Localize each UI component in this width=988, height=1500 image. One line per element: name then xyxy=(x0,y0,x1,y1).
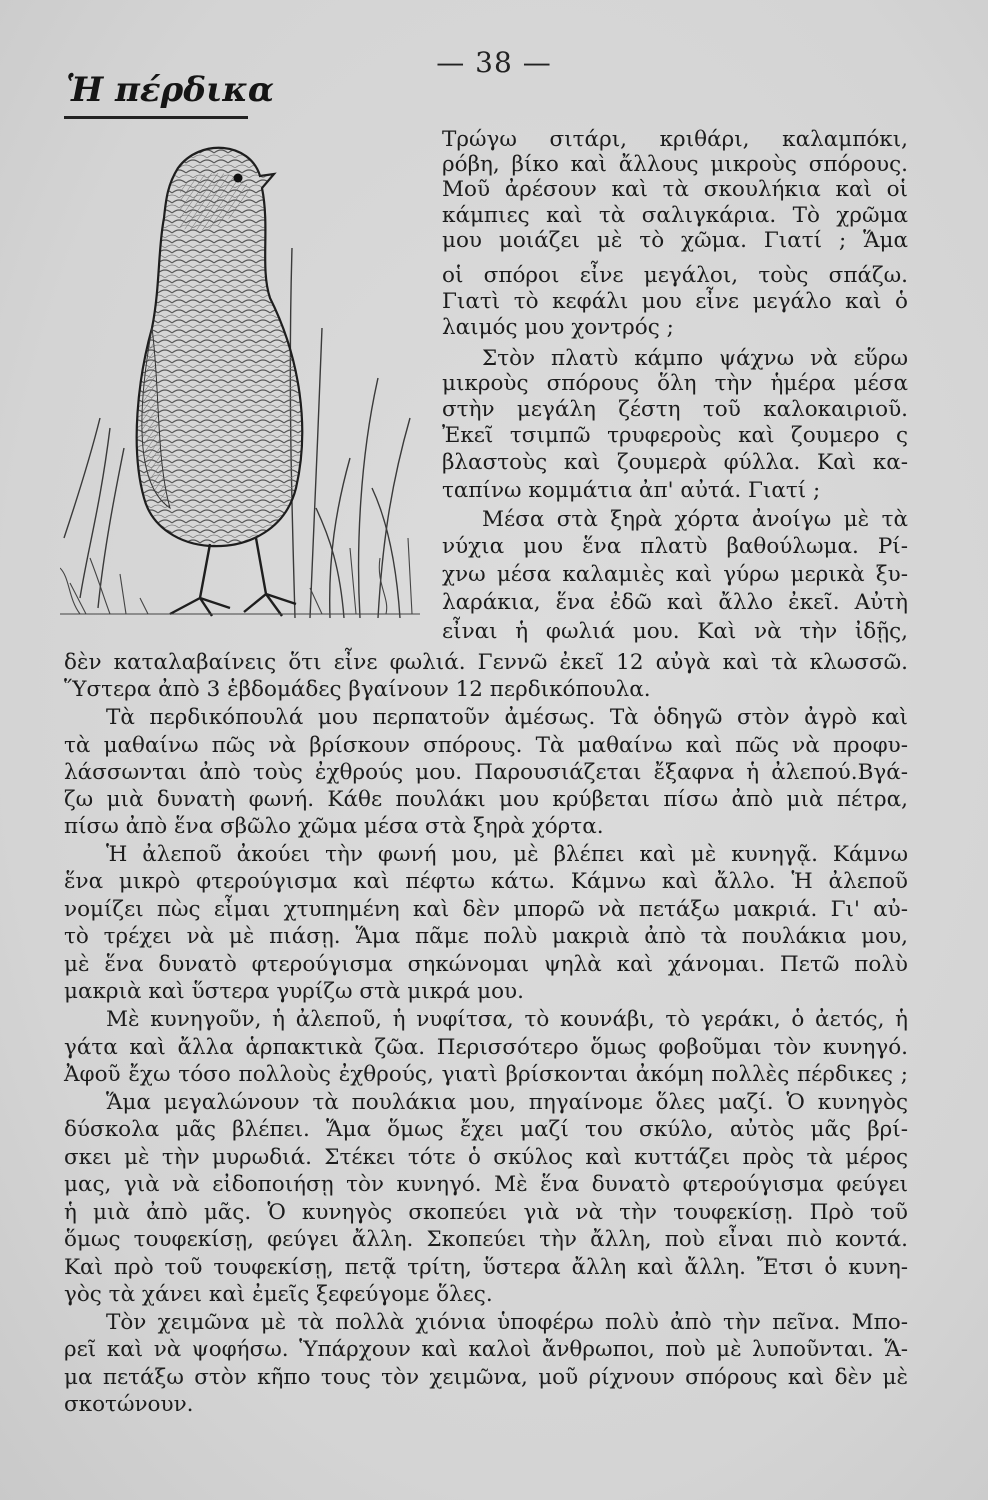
text-line: χνω μέσα καλαμιὲς καὶ γύρω μερικὰ ξυ- xyxy=(442,562,908,587)
text-line: ρεῖ καὶ νὰ ψοφήσω. Ὑπάρχουν καὶ καλοὶ ἄνθρωποι, ποὺ μὲ λυποῦνται. Ἅ- xyxy=(64,1337,908,1362)
text-line: Τὰ περδικόπουλά μου περπατοῦν ἀμέσως. Τὰ ὁδηγῶ στὸν ἀγρὸ καὶ xyxy=(106,705,908,730)
text-line: Ἡ ἀλεποῦ ἀκούει τὴν φωνή μου, μὲ βλέπει καὶ μὲ κυνηγᾷ. Κάμνω xyxy=(106,842,908,867)
text-line: Ὕστερα ἀπὸ 3 ἑβδομάδες βγαίνουν 12 περδικόπουλα. xyxy=(64,677,651,702)
text-line: μα πετάξω στὸν κῆπο τους τὸν χειμῶνα, μοῦ ρίχνουν σπόρους καὶ δὲν μὲ xyxy=(64,1365,908,1390)
text-line: μας, γιὰ νὰ εἰδοποιήσῃ τὸν κυνηγό. Μὲ ἕνα δυνατὸ φτερούγισμα φεύγει xyxy=(64,1172,908,1197)
text-line: λαιμός μου χοντρός ; xyxy=(442,315,674,340)
text-line: νομίζει πὼς εἶμαι χτυπημένη καὶ δὲν μπορῶ νὰ πετάξω μακριά. Γι' αὐ- xyxy=(64,897,908,922)
text-line: μὲ ἕνα δυνατὸ φτερούγισμα σηκώνομαι ψηλὰ καὶ χάνομαι. Πετῶ πολὺ xyxy=(64,952,908,977)
text-line: Γιατὶ τὸ κεφάλι μου εἶνε μεγάλο καὶ ὁ xyxy=(442,289,908,314)
chapter-title: Ἡ πέρδικα xyxy=(66,70,274,110)
text-line: Μοῦ ἀρέσουν καὶ τὰ σκουλήκια καὶ οἱ xyxy=(442,177,908,202)
text-line: εἶναι ἡ φωλιά μου. Καὶ νὰ τὴν ἰδῇς, xyxy=(442,619,908,644)
text-line: κάμπιες καὶ τὰ σαλιγκάρια. Τὸ χρῶμα xyxy=(442,203,908,228)
partridge-illustration xyxy=(60,128,420,618)
text-line: γὸς τὰ χάνει καὶ ἐμεῖς ξεφεύγομε ὅλες. xyxy=(64,1282,493,1307)
text-line: σκοτώνουν. xyxy=(64,1392,194,1417)
text-line: Ἀφοῦ ἔχω τόσο πολλοὺς ἐχθρούς, γιατὶ βρίσκονται ἀκόμη πολλὲς πέρδικες ; xyxy=(64,1062,908,1087)
text-line: Καὶ πρὸ τοῦ τουφεκίσῃ, πετᾷ τρίτη, ὕστερα ἄλλη καὶ ἄλλη. Ἔτσι ὁ κυνη- xyxy=(64,1255,908,1280)
text-line: ρόβη, βίκο καὶ ἄλλους μικροὺς σπόρους. xyxy=(442,152,908,177)
text-line: ὅμως τουφεκίσῃ, φεύγει ἄλλη. Σκοπεύει τὴν ἄλλη, ποὺ εἶναι πιὸ κοντά. xyxy=(64,1227,908,1252)
text-line: δὲν καταλαβαίνεις ὅτι εἶνε φωλιά. Γεννῶ ἐκεῖ 12 αὐγὰ καὶ τὰ κλωσσῶ. xyxy=(64,650,908,675)
text-line: στὴν μεγάλη ζέστη τοῦ καλοκαιριοῦ. xyxy=(442,397,908,422)
text-line: Τρώγω σιτάρι, κριθάρι, καλαμπόκι, xyxy=(442,127,908,152)
text-line: Τὸν χειμῶνα μὲ τὰ πολλὰ χιόνια ὑποφέρω πολὺ ἀπὸ τὴν πεῖνα. Μπο- xyxy=(106,1310,908,1335)
text-line: οἱ σπόροι εἶνε μεγάλοι, τοὺς σπάζω. xyxy=(442,263,908,288)
text-line: ἕνα μικρὸ φτερούγισμα καὶ πέφτω κάτω. Κάμνω καὶ ἄλλο. Ἡ ἀλεποῦ xyxy=(64,869,908,894)
text-line: βλαστοὺς καὶ ζουμερὰ φύλλα. Καὶ κα- xyxy=(442,450,908,475)
title-underline xyxy=(64,116,248,119)
text-line: Μέσα στὰ ξηρὰ χόρτα ἀνοίγω μὲ τὰ xyxy=(482,507,908,532)
page-number: — 38 — xyxy=(436,46,552,79)
text-line: λαράκια, ἕνα ἐδῶ καὶ ἄλλο ἐκεῖ. Αὐτὴ xyxy=(442,590,908,615)
text-line: τὸ τρέχει νὰ μὲ πιάσῃ. Ἅμα πᾶμε πολὺ μακριὰ ἀπὸ τὰ πουλάκια μου, xyxy=(64,924,908,949)
text-line: Ἅμα μεγαλώνουν τὰ πουλάκια μου, πηγαίνομε ὅλες μαζί. Ὁ κυνηγὸς xyxy=(106,1090,908,1115)
text-line: ἡ μιὰ ἀπὸ μᾶς. Ὁ κυνηγὸς σκοπεύει γιὰ νὰ τὴν τουφεκίσῃ. Πρὸ τοῦ xyxy=(64,1200,908,1225)
text-line: λάσσωνται ἀπὸ τοὺς ἐχθρούς μου. Παρουσιάζεται ἔξαφνα ἡ ἀλεπού.Βγά- xyxy=(64,760,908,785)
text-line: δύσκολα μᾶς βλέπει. Ἅμα ὅμως ἔχει μαζί του σκύλο, αὐτὸς μᾶς βρί- xyxy=(64,1117,908,1142)
text-line: νύχια μου ἕνα πλατὺ βαθούλωμα. Ρί- xyxy=(442,534,908,559)
text-line: Στὸν πλατὺ κάμπο ψάχνω νὰ εὕρω xyxy=(482,346,908,371)
text-line: πίσω ἀπὸ ἕνα σβῶλο χῶμα μέσα στὰ ξηρὰ χόρτα. xyxy=(64,814,604,839)
text-line: τὰ μαθαίνω πῶς νὰ βρίσκουν σπόρους. Τὰ μαθαίνω καὶ πῶς νὰ προφυ- xyxy=(64,733,908,758)
text-line: μου μοιάζει μὲ τὸ χῶμα. Γιατί ; Ἅμα xyxy=(442,228,908,253)
text-line: γάτα καὶ ἄλλα ἁρπακτικὰ ζῶα. Περισσότερο ὅμως φοβοῦμαι τὸν κυνηγό. xyxy=(64,1035,908,1060)
text-line: ζω μιὰ δυνατὴ φωνή. Κάθε πουλάκι μου κρύβεται πίσω ἀπὸ μιὰ πέτρα, xyxy=(64,787,908,812)
text-line: σκει μὲ τὴν μυρωδιά. Στέκει τότε ὁ σκύλος καὶ κυττάζει πρὸς τὰ μέρος xyxy=(64,1145,908,1170)
text-line: μικροὺς σπόρους ὅλη τὴν ἡμέρα μέσα xyxy=(442,371,908,396)
text-line: ταπίνω κομμάτια ἀπ' αὐτά. Γιατί ; xyxy=(442,478,821,503)
text-line: Μὲ κυνηγοῦν, ἡ ἀλεποῦ, ἡ νυφίτσα, τὸ κουνάβι, τὸ γεράκι, ὁ ἀετός, ἡ xyxy=(106,1007,908,1032)
text-line: μακριὰ καὶ ὕστερα γυρίζω στὰ μικρά μου. xyxy=(64,979,524,1004)
text-line: Ἐκεῖ τσιμπῶ τρυφεροὺς καὶ ζουμερο ς xyxy=(442,423,908,448)
